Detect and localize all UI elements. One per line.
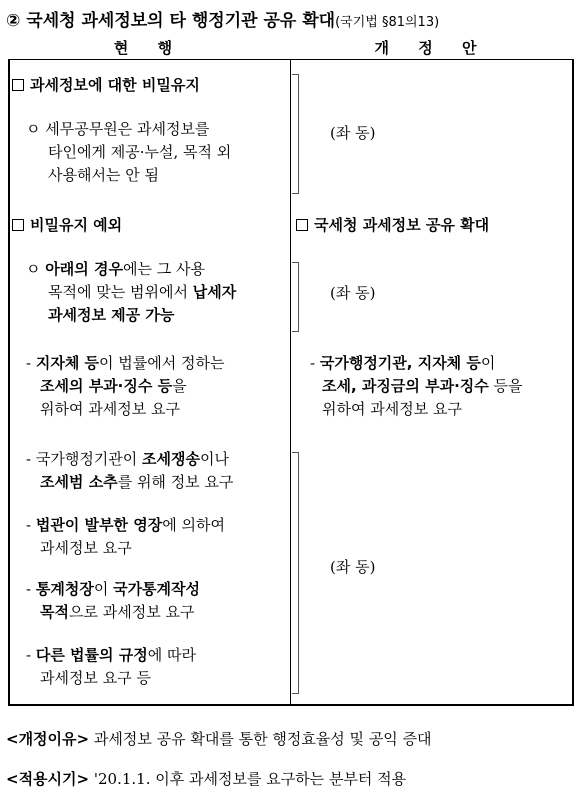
proposed-same-1: (좌 동): [330, 124, 376, 142]
proposed-item: - 국가행정기관, 지자체 등이 조세, 과징금의 부과·징수 등을 위하여 과세정보 요구: [310, 354, 523, 418]
header-proposed: 개 정 안: [374, 39, 489, 57]
current-sec1-bullet: ㅇ 세무공무원은 과세정보를 타인에게 제공·누설, 목적 외 사용해서는 안 됨: [26, 120, 232, 184]
section-title: [6, 6, 439, 31]
current-item-4: - 통계청장이 국가통계작성 목적으로 과세정보 요구: [26, 580, 201, 621]
law-reference: (국기법 §81의13): [335, 15, 440, 30]
table-header: [8, 38, 574, 60]
section-title-text: ② 국세청 과세정보의 타 행정기관 공유 확대: [6, 11, 336, 31]
column-divider: [290, 38, 291, 706]
checkbox-square-icon: [296, 219, 308, 231]
current-item-1: - 지자체 등이 법률에서 정하는 조세의 부과·징수 등을 위하여 과세정보 요구: [26, 354, 225, 418]
bracket-mark: [292, 452, 299, 694]
current-sec2-bullet: ㅇ 아래의 경우에는 그 사용 목적에 맞는 범위에서 납세자 과세정보 제공 가능: [26, 260, 237, 324]
checkbox-square-icon: [12, 219, 24, 231]
bracket-mark: [292, 74, 299, 194]
revision-reason: <개정이유> 과세정보 공유 확대를 통한 행정효율성 및 공익 증대: [6, 730, 432, 748]
proposed-same-3: (좌 동): [330, 558, 376, 576]
current-item-5: - 다른 법률의 규정에 따라 과세정보 요구 등: [26, 646, 196, 687]
bracket-mark: [292, 262, 299, 332]
proposed-same-2: (좌 동): [330, 284, 376, 302]
current-sec1-heading: 과세정보에 대한 비밀유지: [12, 74, 200, 97]
checkbox-square-icon: [12, 79, 24, 91]
proposed-heading: 국세청 과세정보 공유 확대: [296, 214, 489, 237]
header-current: 현 행: [113, 39, 185, 57]
effective-date: <적용시기> '20.1.1. 이후 과세정보를 요구하는 분부터 적용: [6, 770, 407, 788]
current-item-2: - 국가행정기관이 조세쟁송이나 조세범 소추를 위해 정보 요구: [26, 450, 234, 491]
current-item-3: - 법관이 발부한 영장에 의하여 과세정보 요구: [26, 516, 225, 557]
current-sec2-heading: 비밀유지 예외: [12, 214, 122, 237]
